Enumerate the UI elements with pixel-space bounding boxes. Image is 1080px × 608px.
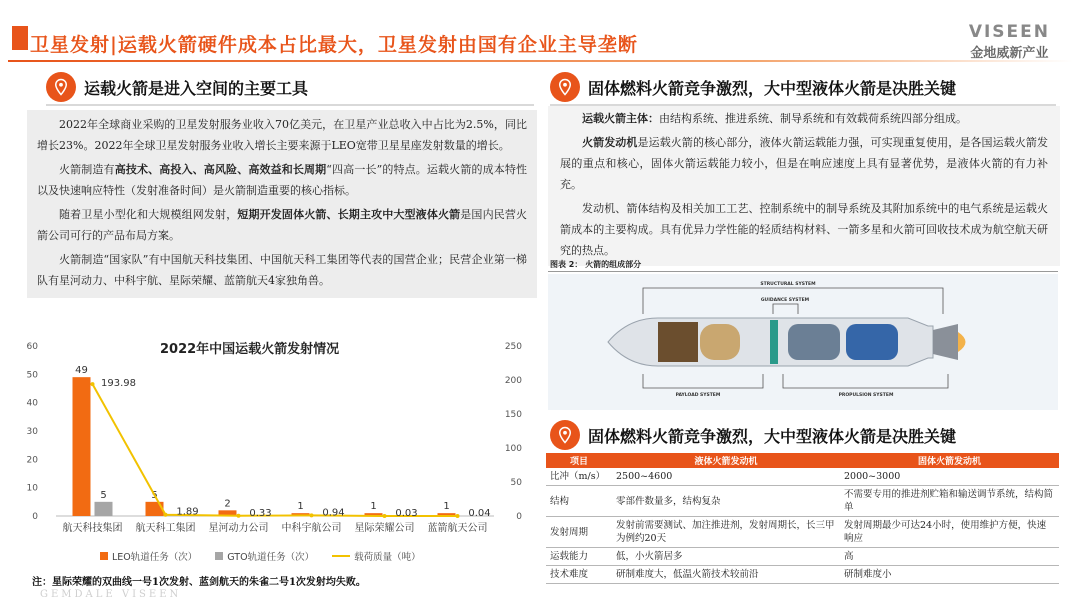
paragraph-run: 是国内民营火箭公司可行的产品布局方案。 xyxy=(37,208,528,242)
table-header-cell: 项目 xyxy=(546,453,612,468)
bar-label-leo: 1 xyxy=(443,501,450,513)
table-cell: 技术难度 xyxy=(546,566,612,584)
bar-gto xyxy=(95,502,113,516)
launch-chart xyxy=(20,336,530,548)
location-pin-icon xyxy=(550,420,580,450)
mass-point xyxy=(310,513,314,517)
chart-legend xyxy=(100,549,421,563)
legend-swatch-mass xyxy=(332,555,350,557)
table-cell: 结构 xyxy=(546,486,612,517)
header-accent-bar xyxy=(12,26,28,50)
category-label: 蓝箭航天公司 xyxy=(427,523,488,534)
right-section-title-1: 固体燃料火箭竞争激烈，大中型液体火箭是决胜关键 xyxy=(588,78,957,98)
paragraph-run: “四高一长”的特点。运载火箭的成本特性以及快速响应特性（发射准备时间）是火箭制造重要的核心指标。 xyxy=(37,163,528,197)
right-section-header-2 xyxy=(550,418,956,452)
bar-label-gto: 5 xyxy=(100,489,107,501)
legend-swatch-gto xyxy=(215,552,223,560)
mass-label: 1.89 xyxy=(176,506,199,518)
fuel-tank xyxy=(788,324,840,360)
category-label: 航天科工集团 xyxy=(135,523,196,534)
bar-leo xyxy=(146,502,164,516)
oxidizer-tank xyxy=(846,324,898,360)
left-section-header xyxy=(46,70,308,104)
left-tick-label: 20 xyxy=(26,455,38,466)
right-tick-label: 100 xyxy=(504,444,522,454)
paragraph-run: 由结构系统、推进系统、制导系统和有效载荷系统四部分组成。 xyxy=(659,112,967,125)
table-row xyxy=(546,468,1059,486)
right-tick-label: 200 xyxy=(504,376,522,386)
figure-caption: 图表 2： 火箭的组成部分 xyxy=(550,260,642,269)
right-tick-label: 50 xyxy=(510,478,522,488)
table-cell: 2000~3000 xyxy=(840,468,1059,486)
paragraph-run: 火箭发动机 xyxy=(582,136,638,149)
table-header-row xyxy=(546,453,1059,468)
table-header-cell: 固体火箭发动机 xyxy=(840,453,1059,468)
structural-label: STRUCTURAL SYSTEM xyxy=(760,282,816,287)
right-paragraph xyxy=(560,108,1048,129)
table-header-cell: 液体火箭发动机 xyxy=(612,453,840,468)
table-cell: 不需要专用的推进剂贮箱和输送调节系统，结构简单 xyxy=(840,486,1059,517)
logo-english: VISEEN xyxy=(968,22,1050,42)
table-row xyxy=(546,548,1059,566)
table-cell: 研制难度小 xyxy=(840,566,1059,584)
paragraph-run: 随着卫星小型化和大规模组网发射， xyxy=(59,208,238,221)
mass-point xyxy=(383,514,387,518)
watermark: GEMDALE VISEEN xyxy=(40,589,182,600)
chart-note: 注：星际荣耀的双曲线一号1次发射、蓝剑航天的朱雀二号1次发射均失败。 xyxy=(32,577,366,588)
payload-bracket xyxy=(643,374,763,388)
mass-point xyxy=(237,514,241,518)
propulsion-bracket xyxy=(783,374,948,388)
table-cell: 运载能力 xyxy=(546,548,612,566)
table-cell: 发射周期最少可达24小时，使用维护方便，快速响应 xyxy=(840,517,1059,548)
rocket-diagram xyxy=(548,274,1058,410)
table-cell: 低，小火箭居多 xyxy=(612,548,840,566)
legend-item-mass xyxy=(332,549,421,563)
left-tick-label: 0 xyxy=(32,512,38,522)
right-paragraph xyxy=(560,198,1048,261)
table-cell: 比冲（m/s） xyxy=(546,468,612,486)
payload-label: PAYLOAD SYSTEM xyxy=(675,393,721,398)
bar-label-leo: 5 xyxy=(151,489,158,501)
right-section-header-1 xyxy=(550,70,956,104)
guidance-bracket xyxy=(773,304,798,314)
left-tick-label: 10 xyxy=(26,483,38,494)
bar-leo xyxy=(73,377,91,516)
figure-rule xyxy=(548,271,1058,272)
logo-chinese: 金地威新产业 xyxy=(970,46,1049,61)
mass-label: 0.03 xyxy=(395,507,418,519)
propulsion-label: PROPULSION SYSTEM xyxy=(838,393,894,398)
mass-label: 0.04 xyxy=(468,507,491,519)
payload-block-2 xyxy=(700,324,740,360)
right-tick-label: 0 xyxy=(516,512,522,522)
header-divider xyxy=(8,60,1073,62)
category-label: 中科宇航公司 xyxy=(281,523,342,534)
category-label: 星际荣耀公司 xyxy=(354,523,415,534)
payload-block-1 xyxy=(658,322,698,362)
category-label: 星河动力公司 xyxy=(208,523,269,534)
paragraph-run: 2022年全球商业采购的卫星发射服务业收入70亿美元，在卫星产业总收入中占比为2.5%，同比增长23%。2022年全球卫星发射服务业收入增长主要来源于LEO宽带卫星星座发射数量的增长。 xyxy=(37,118,527,152)
left-tick-label: 30 xyxy=(26,427,38,437)
bar-label-leo: 49 xyxy=(75,365,88,377)
legend-swatch-leo xyxy=(100,552,108,560)
table-cell: 发射前需要测试、加注推进剂，发射周期长，长三甲为例约20天 xyxy=(612,517,840,548)
engine-comparison-table xyxy=(546,453,1059,584)
exhaust xyxy=(958,332,966,352)
table-cell: 发射周期 xyxy=(546,517,612,548)
right-tick-label: 150 xyxy=(504,410,522,420)
nozzle xyxy=(933,324,958,360)
legend-item-gto xyxy=(215,549,314,563)
page-title: 卫星发射|运载火箭硬件成本占比最大，卫星发射由国有企业主导垄断 xyxy=(30,34,638,56)
guidance-ring xyxy=(770,320,778,364)
paragraph-run: 是运载火箭的核心部分，液体火箭运载能力强，可实现重复使用，是各国运载火箭发展的重点和核心，固体火箭运载能力较小，但是在响应速度上具有显著优势，是液体火箭的有力补充。 xyxy=(560,136,1049,191)
left-tick-label: 50 xyxy=(26,370,38,381)
mass-point xyxy=(164,513,168,517)
right-text-panel xyxy=(548,106,1060,266)
mass-label: 0.33 xyxy=(249,507,272,519)
left-tick-label: 40 xyxy=(26,398,38,409)
location-pin-icon xyxy=(46,72,76,102)
legend-item-leo xyxy=(100,549,197,563)
paragraph-run: 发动机、箭体结构及相关加工工艺、控制系统中的制导系统及其附加系统中的电气系统是运载火箭成本的主要构成。具有优异力学性能的轻质结构材料、一箭多星和火箭可回收技术成为航空航天研究的热点。 xyxy=(560,202,1048,257)
left-text-panel xyxy=(27,110,537,298)
paragraph-run: 短期开发固体火箭、长期主攻中大型液体火箭 xyxy=(237,208,461,221)
right-section-title-2: 固体燃料火箭竞争激烈，大中型液体火箭是决胜关键 xyxy=(588,426,957,446)
paragraph-run: 火箭制造“国家队”有中国航天科技集团、中国航天科工集团等代表的国营企业；民营企业第一梯队有星河动力、中科宇航、星际荣耀、蓝箭航天4家独角兽。 xyxy=(37,253,527,287)
table-cell: 2500~4600 xyxy=(612,468,840,486)
right-tick-label: 250 xyxy=(504,342,522,352)
left-paragraph xyxy=(37,249,527,291)
table-row xyxy=(546,566,1059,584)
bar-label-leo: 2 xyxy=(224,498,231,510)
table-row xyxy=(546,517,1059,548)
bar-label-leo: 1 xyxy=(297,501,304,513)
guidance-label: GUIDANCE SYSTEM xyxy=(760,298,810,303)
left-paragraph xyxy=(37,114,527,156)
left-section-underline xyxy=(46,104,534,106)
left-section-title: 运载火箭是进入空间的主要工具 xyxy=(84,78,309,98)
left-paragraph xyxy=(37,204,527,246)
mass-label: 0.94 xyxy=(322,507,345,519)
mass-point xyxy=(91,382,95,386)
table-row xyxy=(546,486,1059,517)
company-logo xyxy=(969,22,1050,61)
bar-label-leo: 1 xyxy=(370,501,377,513)
paragraph-run: 火箭制造有 xyxy=(59,163,115,176)
paragraph-run: 运载火箭主体： xyxy=(582,112,659,125)
legend-label-leo: LEO轨道任务（次） xyxy=(112,552,198,563)
right-paragraph xyxy=(560,132,1048,195)
table-cell: 高 xyxy=(840,548,1059,566)
legend-label-mass: 载荷质量（吨） xyxy=(354,552,421,563)
mass-line xyxy=(93,384,458,519)
legend-label-gto: GTO轨道任务（次） xyxy=(227,552,315,563)
location-pin-icon xyxy=(550,72,580,102)
table-cell: 研制难度大，低温火箭技术较前沿 xyxy=(612,566,840,584)
table-cell: 零部件数量多，结构复杂 xyxy=(612,486,840,517)
left-paragraph xyxy=(37,159,527,201)
left-tick-label: 60 xyxy=(26,342,38,352)
category-label: 航天科技集团 xyxy=(62,523,123,534)
mass-point xyxy=(456,514,460,518)
mass-label: 193.98 xyxy=(101,378,136,390)
chart-title: 2022年中国运载火箭发射情况 xyxy=(160,342,340,357)
paragraph-run: 高技术、高投入、高风险、高效益和长周期 xyxy=(114,163,327,176)
